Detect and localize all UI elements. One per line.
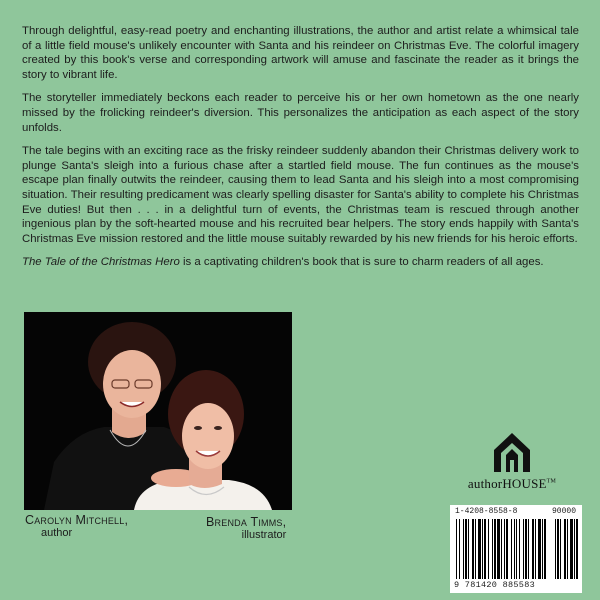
illustrator-caption: [206, 516, 286, 542]
author-illustrator-photo: [24, 312, 292, 510]
description-paragraph-1: Through delightful, easy-read poetry and enchanting illustrations, the author and artist relate a whimsical tale of a little field mouse's unlikely encounter with Santa and his reindeer on Christmas Eve. The colorful imagery created by this book's verse and corresponding artwork will amuse and fascinate the reader as it brings the story to vibrant life.: [22, 25, 579, 81]
description-paragraph-4-text: is a captivating children's book that is sure to charm readers of all ages.: [179, 256, 544, 269]
description-paragraph-2: The storyteller immediately beckons each reader to perceive his or her own hometown as the one nearly missed by the frolicking reindeer's diversion. This personalizes the anticipation as each aspect of the story unfolds.: [22, 92, 579, 134]
author-caption: [25, 514, 128, 540]
portrait-illustration: [24, 312, 292, 510]
back-cover-description: [22, 24, 579, 279]
isbn-barcode: [450, 505, 582, 593]
description-paragraph-4: [22, 255, 579, 270]
house-logo-icon: [492, 430, 532, 474]
price-code: 90000: [551, 507, 576, 516]
publisher-logo: [452, 430, 572, 492]
description-paragraph-3: The tale begins with an exciting race as the frisky reindeer suddenly abandon their Christmas delivery work to plunge Santa's sleigh into a furious chase after a startled field mouse. The fun continues as the mouse's escape plan finally outwits the reindeer, causing them to lead Santa and his sleigh into a most compromising situation. Their resulting predicament was clearly spelling disaster for Santa's ability to complete his Christmas Eve duties! But then . . . in a delightful turn of events, the Christmas team is rescued through another ingenious plan by the soft-hearted mouse and his recruited bear helpers. The story ends happily with Santa's Christmas Eve mission restored and the little mouse suitably rewarded by his new friends for his heroic efforts.: [22, 145, 579, 245]
isbn-number: 1-4208-8558-8: [455, 507, 518, 516]
illustrator-role: illustrator: [241, 529, 287, 541]
illustrator-name: Brenda Timms,: [206, 515, 287, 529]
book-title: The Tale of the Christmas Hero: [22, 256, 180, 269]
author-role: author: [41, 527, 73, 539]
author-name: Carolyn Mitchell,: [25, 513, 129, 527]
ean-number: 9 781420 885583: [454, 580, 536, 590]
publisher-name: authorHOUSE™: [467, 476, 557, 491]
